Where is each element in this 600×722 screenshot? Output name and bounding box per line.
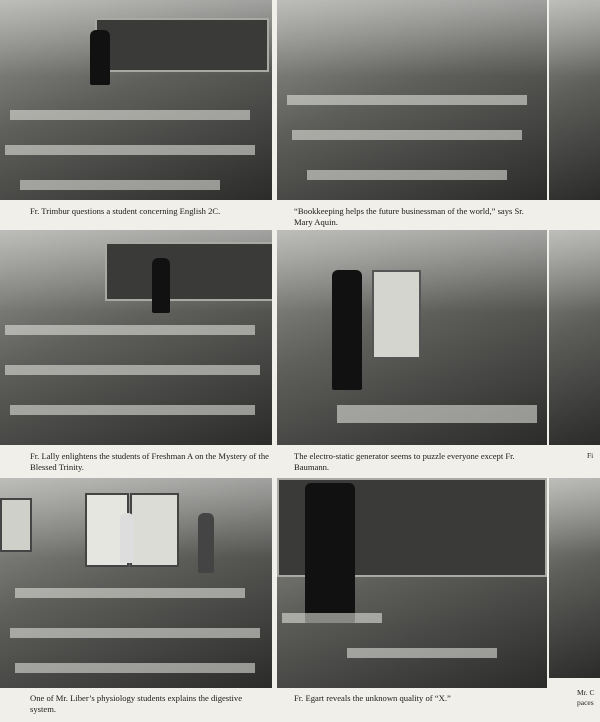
desk-row <box>292 130 522 140</box>
desk-row <box>20 180 220 190</box>
desk-row <box>10 405 255 415</box>
desk-row <box>347 648 497 658</box>
anatomy-chart <box>0 498 32 552</box>
desk-row <box>287 95 527 105</box>
desk-row <box>5 365 260 375</box>
desk-row <box>10 110 250 120</box>
photo-english-class <box>0 0 272 200</box>
desk-row <box>5 145 255 155</box>
chalkboard <box>95 18 269 72</box>
teacher-figure <box>90 30 110 85</box>
photo-right-strip-middle <box>549 230 600 445</box>
right-edge-fragment-line2: paces <box>577 698 594 707</box>
caption-row1-right: “Bookkeeping helps the future businessman of the world,” says Sr. Mary Aquin. <box>294 206 524 227</box>
photo-physiology-class <box>0 478 272 688</box>
caption-row3-right: Fr. Egart reveals the unknown quality of “X.” <box>294 693 451 703</box>
teacher-figure <box>332 270 362 390</box>
student-presenter-figure <box>120 513 134 563</box>
photo-generator-class <box>277 230 547 445</box>
caption-row2-left: Fr. Lally enlightens the students of Freshman A on the Mystery of the Blessed Trinity. <box>30 451 269 472</box>
desk-row <box>307 170 507 180</box>
photo-right-strip-top <box>549 0 600 200</box>
desk-row <box>10 628 260 638</box>
right-edge-caption-fragment: Fi <box>587 451 594 460</box>
teacher-figure <box>305 483 355 623</box>
right-edge-caption-fragment <box>577 688 600 708</box>
lab-bench <box>337 405 537 423</box>
caption-row2-right: The electro-static generator seems to puzzle everyone except Fr. Baumann. <box>294 451 515 472</box>
desk-row <box>15 588 245 598</box>
chalkboard <box>105 242 272 301</box>
anatomy-chart <box>130 493 179 567</box>
desk-row <box>15 663 255 673</box>
teacher-figure <box>152 258 170 313</box>
caption-row1-left: Fr. Trimbur questions a student concerning English 2C. <box>30 206 221 216</box>
photo-right-strip-bottom <box>549 478 600 678</box>
caption-row3-left: One of Mr. Liber’s physiology students explains the digestive system. <box>30 693 243 714</box>
desk-row <box>5 325 255 335</box>
teacher-figure <box>198 513 214 573</box>
desk-row <box>282 613 382 623</box>
electro-static-generator <box>372 270 421 359</box>
photo-religion-class <box>0 230 272 445</box>
photo-math-class <box>277 478 547 688</box>
photo-bookkeeping-class <box>277 0 547 200</box>
right-edge-fragment-line1: Mr. C <box>577 688 595 697</box>
